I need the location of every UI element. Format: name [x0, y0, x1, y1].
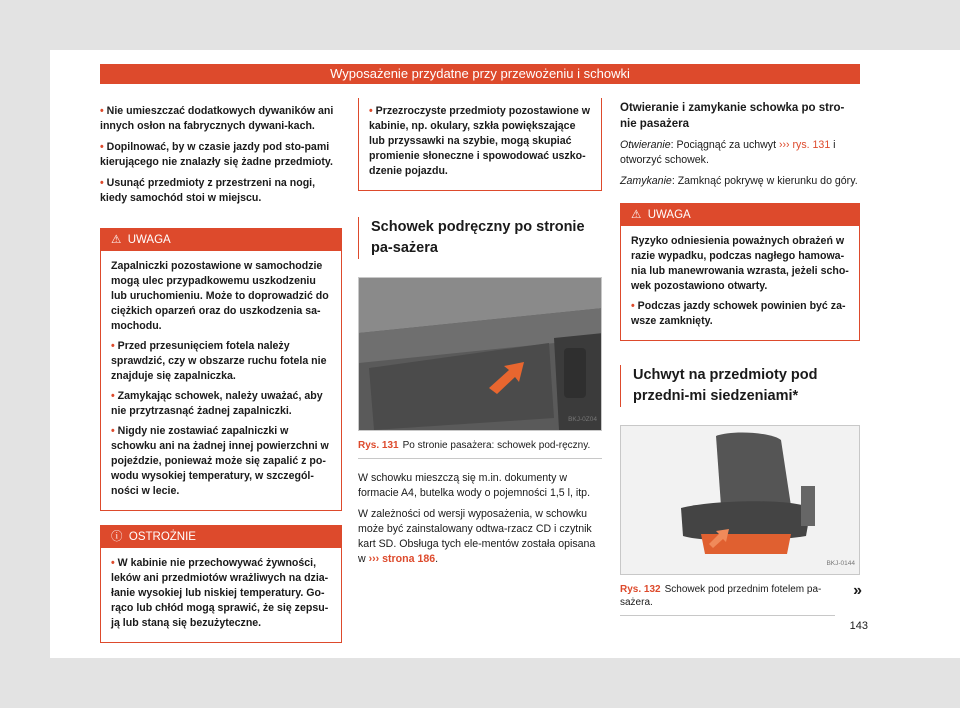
warning-box: [100, 228, 342, 511]
paragraph: W zależności od wersji wyposażenia, w schowku może być zainstalowany odtwa-rzacz CD i czytnik kart SD. Obsługa tych ele-mentów została opisana w ››› strona 186.: [358, 508, 596, 565]
page-number: 143: [849, 620, 868, 632]
info-circle-icon: ⓘ: [111, 531, 123, 543]
figure-link[interactable]: ››› rys. 131: [779, 139, 831, 151]
column-middle: [358, 98, 602, 573]
list-item: • Usunąć przedmioty z przestrzeni na nogi, kiedy samochód stoi w miejscu.: [100, 177, 316, 204]
column-left: [100, 104, 342, 643]
paragraph-close: Zamykanie: Zamknąć pokrywę w kierunku do góry.: [620, 175, 858, 187]
list-item: • Dopilnować, by w czasie jazdy pod sto-pami kierującego nie znalazły się żadne przedmioty.: [100, 141, 333, 168]
warning-header: ⚠ UWAGA: [621, 204, 859, 226]
warning-body: [621, 226, 859, 340]
figure-glovebox: [358, 277, 602, 431]
list-item: • Nigdy nie zostawiać zapalniczki w schowku ani na żadnej innej powierzchni w pojeździe, ponieważ może się zapalić z po-wodu wysokiej temperatury, w szczegól-ności w lecie.: [111, 425, 329, 497]
caution-box: [100, 525, 342, 643]
paragraph-open: Otwieranie: Pociągnąć za uchwyt ››› rys. 131 i otworzyć schowek.: [620, 139, 836, 166]
paragraph: W schowku mieszczą się m.in. dokumenty w formacie A4, butelka wody o pojemności 1,5 l, itp.: [358, 472, 591, 499]
warning-triangle-icon: ⚠: [631, 209, 642, 221]
caution-header: ⓘ OSTROŻNIE: [101, 526, 341, 548]
figure-under-seat: [620, 425, 860, 575]
caption-divider: [358, 458, 602, 459]
page-link[interactable]: ››› strona 186: [368, 553, 436, 565]
section-title: Uchwyt na przedmioty pod przedni-mi siedzeniami*: [620, 365, 860, 407]
subheading: Otwieranie i zamykanie schowka po stro-nie pasażera: [620, 102, 845, 130]
warning-text: Ryzyko odniesienia poważnych obrażeń w razie wypadku, podczas nagłego hamowa-nia lub manewrowania wzrasta, jeżeli scho-wek pozostawiono otwarty.: [631, 235, 849, 292]
list-item: • W kabinie nie przechowywać żywności, leków ani przedmiotów wrażliwych na dzia-łanie wysokiej lub niskiej temperatury. Go-rąco lub chłód mogą sprawić, że się zepsu-ją lub staną się bezużyteczne.: [111, 557, 329, 629]
figure-caption: Rys. 131 Po stronie pasażera: schowek pod-ręczny.: [358, 440, 591, 451]
column-right: [620, 100, 860, 616]
list-item: • Przed przesunięciem fotela należy sprawdzić, czy w obszarze ruchu fotela nie znajduje się zapalniczka.: [111, 340, 327, 382]
caption-divider: [620, 615, 835, 616]
chapter-header: Wyposażenie przydatne przy przewożeniu i schowki: [100, 64, 860, 84]
warning-box: [620, 203, 860, 341]
caution-body: [101, 548, 341, 642]
glovebox-illustration: [359, 278, 602, 430]
warning-body: [359, 98, 601, 190]
seat-illustration: [621, 426, 860, 574]
warning-box-continued: [358, 98, 602, 191]
list-item: • Nie umieszczać dodatkowych dywaników ani innych osłon na fabrycznych dywani-kach.: [100, 105, 334, 132]
section-title: Schowek podręczny po stronie pa-sażera: [358, 217, 602, 259]
list-item: • Przezroczyste przedmioty pozostawione w kabinie, np. okulary, szkła powiększające lub przyssawki na szybie, mogą skupiać promienie słoneczne i spowodować uszko-dzenie pojazdu.: [369, 105, 590, 177]
list-item: • Zamykając schowek, należy uważać, aby nie przytrzasnąć żadnej zapalniczki.: [111, 390, 323, 417]
figure-caption: Rys. 132 Schowek pod przednim fotelem pa-sażera.: [620, 584, 822, 608]
caption-row: [620, 583, 860, 609]
warning-body: [101, 251, 341, 510]
figure-code: BKJ-0144: [826, 560, 855, 567]
continue-icon: »: [853, 582, 862, 599]
warning-header: ⚠ UWAGA: [101, 229, 341, 251]
warning-text: Zapalniczki pozostawione w samochodzie mogą ulec przypadkowemu uszkodzeniu lub uruchomieniu. Może to doprowadzić do ciężkich oparzeń oraz do uszkodzenia sa-mochodu.: [111, 260, 329, 332]
figure-code: BKJ-0Z04: [568, 416, 597, 423]
list-item: • Podczas jazdy schowek powinien być za-wsze zamknięty.: [631, 300, 846, 327]
warning-triangle-icon: ⚠: [111, 234, 122, 246]
